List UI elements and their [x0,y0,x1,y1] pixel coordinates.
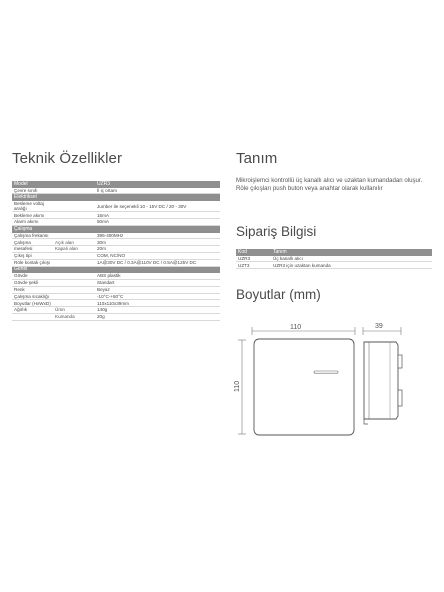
order-table-header: Kod Tanım [236,249,432,256]
table-row: Besleme voltaj aralığı Jumber ile seçenekli 10 - 15V DC / 20 - 30V [12,201,220,212]
table-row: Ağırlık Ürün 140g [12,307,220,314]
front-view [254,339,354,435]
table-row: Röle kontak çıkışı 1A@30V DC / 0.3A@110V DC / 0.5A@125V DC [12,260,220,267]
order-table [236,249,432,269]
table-row: Gövde şekli Standart [12,280,220,287]
table-row: Çıkış tipi COM, NC/NO [12,253,220,260]
table-row: Renk Beyaz [12,287,220,294]
table-row: Çalışma frekansı 395-400MHz [12,233,220,240]
table-header [12,181,220,188]
table-row: mesafesi Kapalı alan 20m [12,246,220,253]
header-value: UZR3 [97,180,111,187]
table-row: UZR3 Üç kanallı alıcı [236,256,432,263]
depth-label: 39 [375,323,383,330]
section-header-operation: Çalışma [12,226,220,233]
table-row: Kumanda 20g [12,314,220,321]
boyutlar-title: Boyutlar (mm) [236,287,321,303]
table-row: Çevre sınıfı İl iç ortam [12,188,220,195]
width-label: 110 [290,324,302,331]
table-row: UZT3 UZR3 için uzaktan kumanda [236,262,432,269]
tech-specs-section [12,150,220,321]
table-row: Boyutlar (HxWxD) 110x110x39mm [12,300,220,307]
table-row: Çalışma Açık alan 30m [12,239,220,246]
tanim-text: Mikroişlemci kontrollü üç kanallı alıcı ve uzaktan kumandadan oluşur. Röle çıkışları push buton veya anahtar olarak kullanılır [236,177,423,192]
side-view [364,342,402,424]
dimension-drawing [230,318,430,438]
table-row: Alarm akımı 50mA [12,219,220,226]
tech-specs-table [12,181,220,321]
section-header-general: Genel [12,267,220,274]
tech-specs-title: Teknik Özellikler [12,150,123,167]
front-led-slot [314,371,338,373]
table-row: Gövde ABS plastik [12,273,220,280]
section-header-electrical: Elektriksel [12,194,220,201]
tanim-title: Tanım [236,150,278,167]
header-label: Model [14,180,28,187]
height-label: 110 [234,380,241,392]
siparis-title: Sipariş Bilgisi [236,224,317,239]
info-section [236,150,436,302]
table-row: Çalışma sıcaklığı -10°C-+50°C [12,294,220,301]
table-row: Bekleme akımı 15mA [12,212,220,219]
